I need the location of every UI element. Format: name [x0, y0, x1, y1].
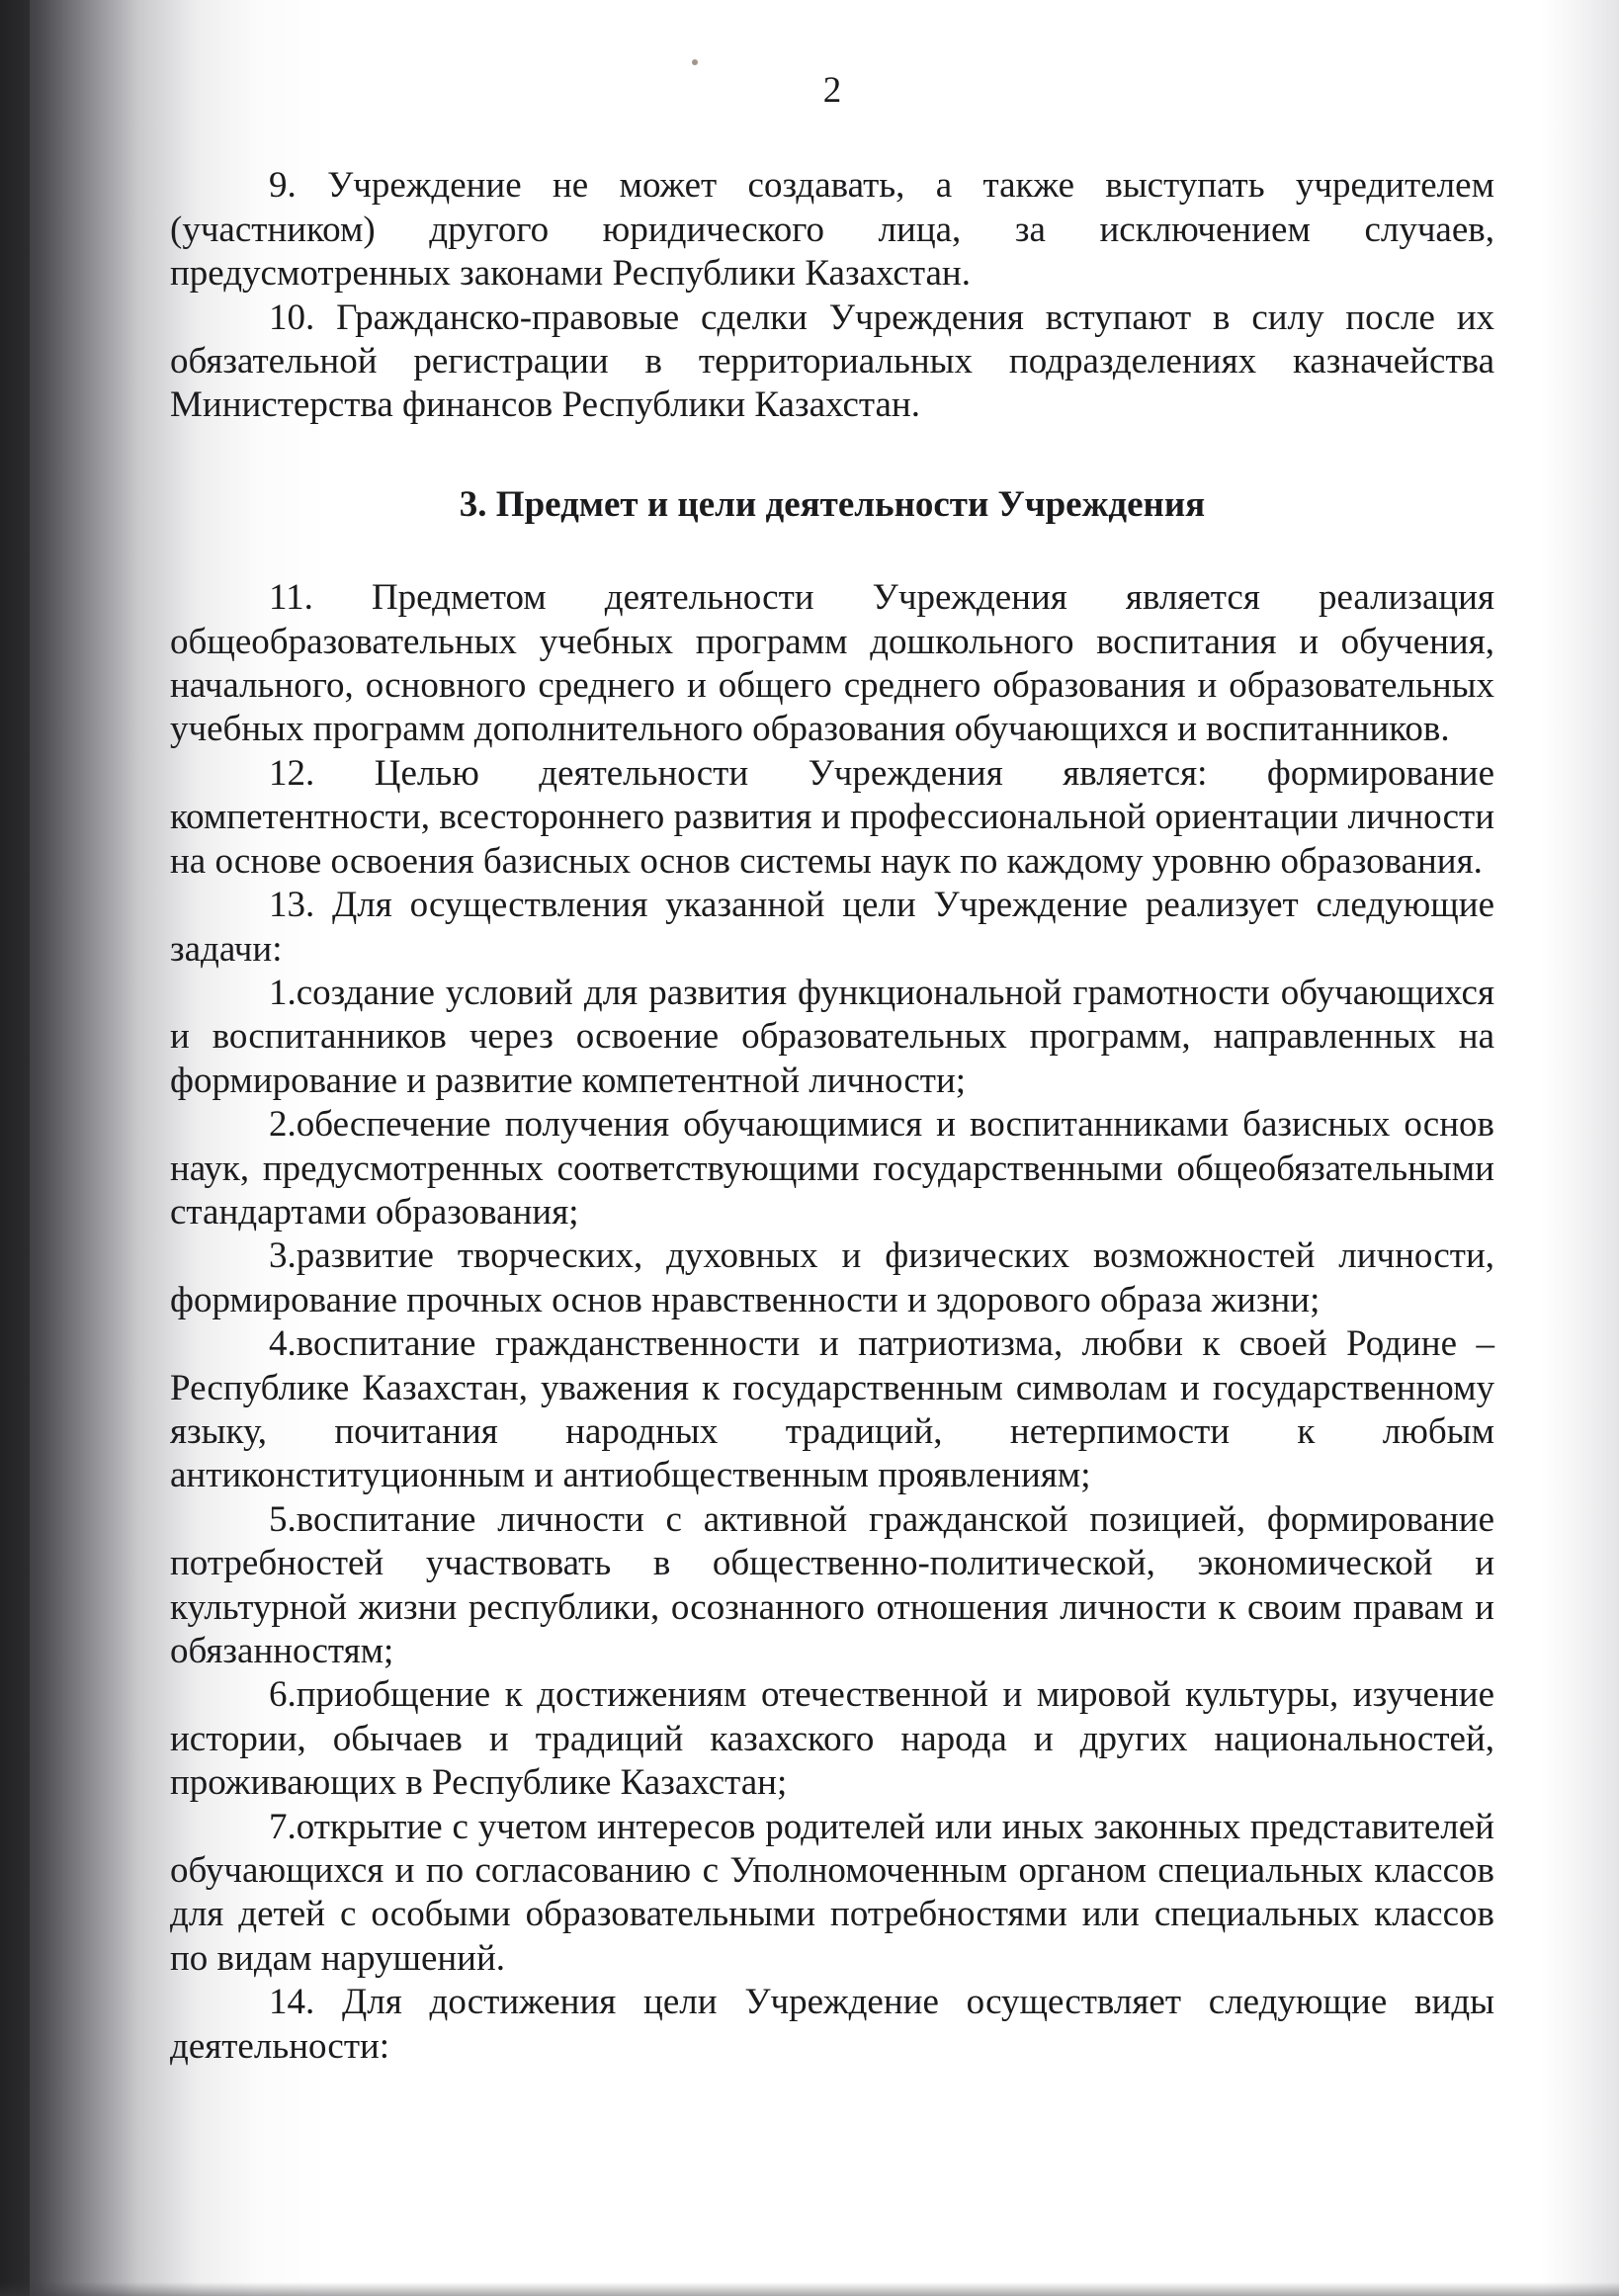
paragraph-13: 13. Для осуществления указанной цели Учреждение реализует следующие задачи: [170, 885, 1494, 970]
paragraph-14: 14. Для достижения цели Учреждение осуществляет следующие виды деятельности: [170, 1982, 1494, 2067]
page-number: 2 [822, 70, 842, 111]
task-item-6: 6.приобщение к достижениям отечественной и мировой культуры, изучение истории, обычаев и традиций казахского народа и других национальностей, проживающих в Республике Казахстан; [170, 1674, 1494, 1804]
scan-shadow-bottom-edge [0, 2282, 1619, 2296]
task-item-1: 1.создание условий для развития функциональной грамотности обучающихся и воспитанников через освоение образовательных программ, направленных на формирование и развитие компетентной личности; [170, 972, 1494, 1101]
paragraph-11: 11. Предметом деятельности Учреждения является реализация общеобразовательных учебных программ дошкольного воспитания и обучения, начального, основного среднего и общего среднего образования и образовательных учебных программ дополнительного образования обучающихся и воспитанников. [170, 577, 1494, 750]
document-body [170, 69, 1494, 2069]
section-heading: 3. Предмет и цели деятельности Учреждения [459, 483, 1206, 525]
paragraph-12: 12. Целью деятельности Учреждения является: формирование компетентности, всестороннего развития и профессиональной ориентации личности на основе освоения базисных основ системы наук по каждому уровню образования. [170, 752, 1494, 882]
task-item-7: 7.открытие с учетом интересов родителей или иных законных представителей обучающихся и по согласованию с Уполномоченным органом специальных классов для детей с особыми образовательными потребностями или специальных классов по видам нарушений. [170, 1806, 1494, 1979]
task-item-2: 2.обеспечение получения обучающимися и воспитанниками базисных основ наук, предусмотренных соответствующими государственными общеобязательными стандартами образования; [170, 1104, 1494, 1233]
task-item-5: 5.воспитание личности с активной гражданской позицией, формирование потребностей участвовать в общественно-политической, экономической и культурной жизни республики, осознанного отношения личности к своим правам и обязанностям; [170, 1498, 1494, 1671]
scan-speck [692, 59, 698, 65]
scan-shadow-left-edge [0, 0, 30, 2296]
tasks-list [170, 972, 1494, 1981]
paragraph-10: 10. Гражданско-правовые сделки Учреждения вступают в силу после их обязательной регистрации в территориальных подразделениях казначейства Министерства финансов Республики Казахстан. [170, 297, 1494, 426]
task-item-3: 3.развитие творческих, духовных и физических возможностей личности, формирование прочных основ нравственности и здорового образа жизни; [170, 1235, 1494, 1320]
paragraph-9: 9. Учреждение не может создавать, а также выступать учредителем (участником) другого юридического лица, за исключением случаев, предусмотренных законами Республики Казахстан. [170, 165, 1494, 295]
task-item-4: 4.воспитание гражданственности и патриотизма, любви к своей Родине – Республике Казахстан, уважения к государственным символам и государственному языку, почитания народных традиций, нетерпимости к любым антиконституционным и антиобщественным проявлениям; [170, 1323, 1494, 1496]
